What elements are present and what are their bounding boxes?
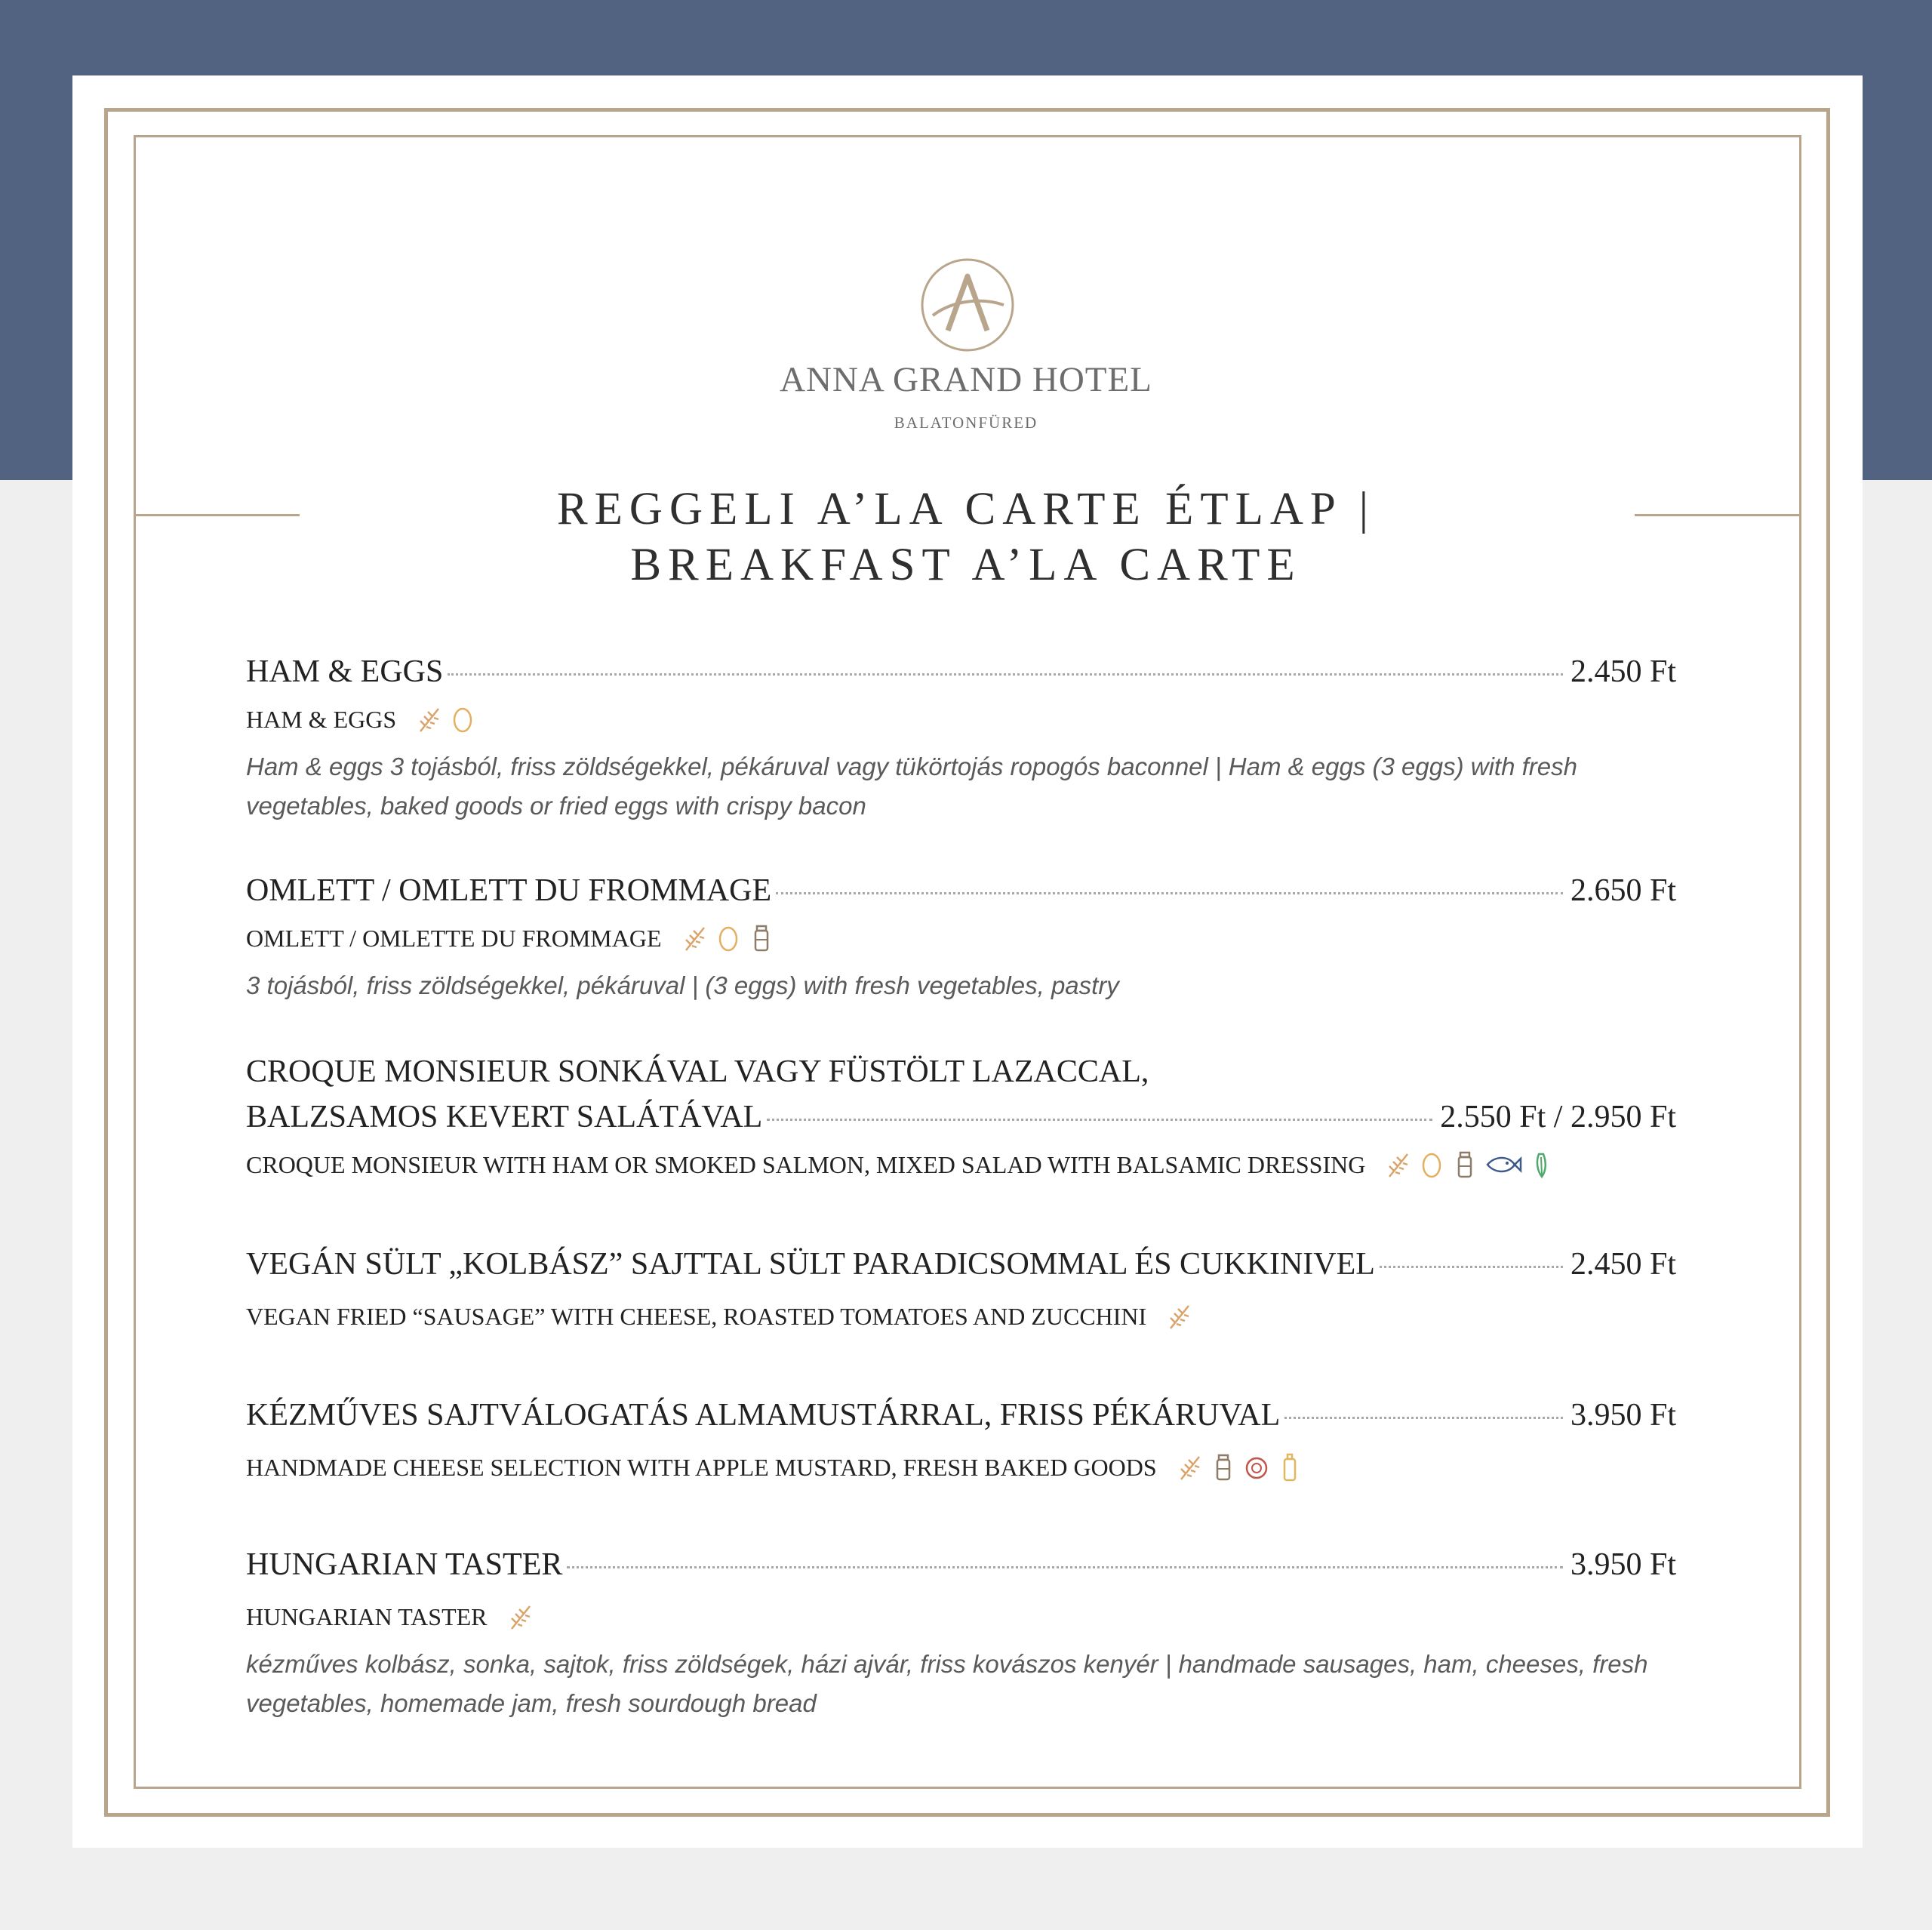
wheat-icon — [416, 704, 443, 734]
item-name: KÉZMŰVES SAJTVÁLOGATÁS ALMAMUSTÁRRAL, FRISS PÉKÁRUVAL — [246, 1398, 1281, 1433]
item-name: HAM & EGGS — [246, 654, 444, 689]
egg-icon — [1418, 1150, 1445, 1180]
item-price: 2.450 Ft — [1570, 1247, 1676, 1282]
item-description: Ham & eggs 3 tojásból, friss zöldségekkel, pékáruval vagy tükörtojás ropogós baconnel | Ham & eggs (3 eggs) with fresh vegetables, baked goods or fried eggs with crispy bacon — [246, 753, 1577, 820]
milk-icon — [748, 923, 775, 953]
item-subtitle: OMLETT / OMLETTE DU FROMMAGE — [246, 924, 662, 952]
item-subtitle: HANDMADE CHEESE SELECTION WITH APPLE MUSTARD, FRESH BAKED GOODS — [246, 1453, 1157, 1481]
menu-title-line1: REGGELI A’LA CARTE ÉTLAP | — [556, 484, 1376, 534]
item-subtitle: CROQUE MONSIEUR WITH HAM OR SMOKED SALMON, MIXED SALAD WITH BALSAMIC DRESSING — [246, 1150, 1366, 1178]
menu-title — [0, 482, 1932, 593]
dot-leader — [448, 673, 1563, 676]
item-name: VEGÁN SÜLT „KOLBÁSZ” SAJTTAL SÜLT PARADICSOMMAL ÉS CUKKINIVEL — [246, 1247, 1375, 1282]
item-price: 2.450 Ft — [1570, 654, 1676, 689]
hotel-logo-icon — [919, 257, 1016, 353]
menu-item — [246, 1542, 1676, 1723]
menu-item — [246, 1049, 1676, 1184]
item-subtitle: VEGAN FRIED “SAUSAGE” WITH CHEESE, ROASTED TOMATOES AND ZUCCHINI — [246, 1302, 1147, 1330]
item-price: 2.650 Ft — [1570, 873, 1676, 908]
item-name-line2: BALZSAMOS KEVERT SALÁTÁVAL — [246, 1100, 763, 1134]
egg-icon — [449, 704, 476, 734]
egg-icon — [715, 923, 742, 953]
celery-icon — [1528, 1150, 1555, 1180]
wheat-icon — [507, 1602, 534, 1632]
wheat-icon — [681, 923, 709, 953]
item-price: 3.950 Ft — [1570, 1398, 1676, 1433]
milk-icon — [1210, 1452, 1237, 1482]
menu-item — [246, 1393, 1676, 1486]
wheat-icon — [1385, 1150, 1412, 1180]
dot-leader — [1380, 1266, 1563, 1268]
menu-item — [246, 649, 1676, 826]
item-subtitle: HUNGARIAN TASTER — [246, 1602, 488, 1630]
dot-leader — [776, 892, 1563, 894]
wheat-icon — [1166, 1301, 1193, 1331]
item-price: 2.550 Ft / 2.950 Ft — [1440, 1100, 1676, 1134]
item-subtitle: HAM & EGGS — [246, 705, 397, 733]
item-description: 3 tojásból, friss zöldségekkel, pékáruval | (3 eggs) with fresh vegetables, pastry — [246, 971, 1119, 999]
mustard-icon — [1276, 1452, 1303, 1482]
dot-leader — [767, 1119, 1432, 1121]
item-price: 3.950 Ft — [1570, 1547, 1676, 1582]
dot-leader — [567, 1566, 1563, 1568]
item-name: OMLETT / OMLETT DU FROMMAGE — [246, 873, 772, 908]
menu-title-line2: BREAKFAST A’LA CARTE — [630, 540, 1302, 590]
menu-item — [246, 868, 1676, 1005]
hotel-location: BALATONFÜRED — [894, 414, 1038, 432]
menu-item — [246, 1242, 1676, 1335]
milk-icon — [1451, 1150, 1478, 1180]
wheat-icon — [1177, 1452, 1204, 1482]
hotel-name: ANNA GRAND HOTEL — [780, 360, 1152, 399]
dot-leader — [1284, 1417, 1563, 1419]
sulphite-icon — [1243, 1452, 1270, 1482]
item-description: kézműves kolbász, sonka, sajtok, friss zöldségek, házi ajvár, friss kovászos kenyér | handmade sausages, ham, cheeses, fresh vegetables, homemade jam, fresh sourdough bread — [246, 1650, 1648, 1717]
fish-icon — [1484, 1150, 1522, 1180]
item-name: HUNGARIAN TASTER — [246, 1547, 563, 1582]
item-name-line1: CROQUE MONSIEUR SONKÁVAL VAGY FÜSTÖLT LAZACCAL, — [246, 1054, 1149, 1089]
